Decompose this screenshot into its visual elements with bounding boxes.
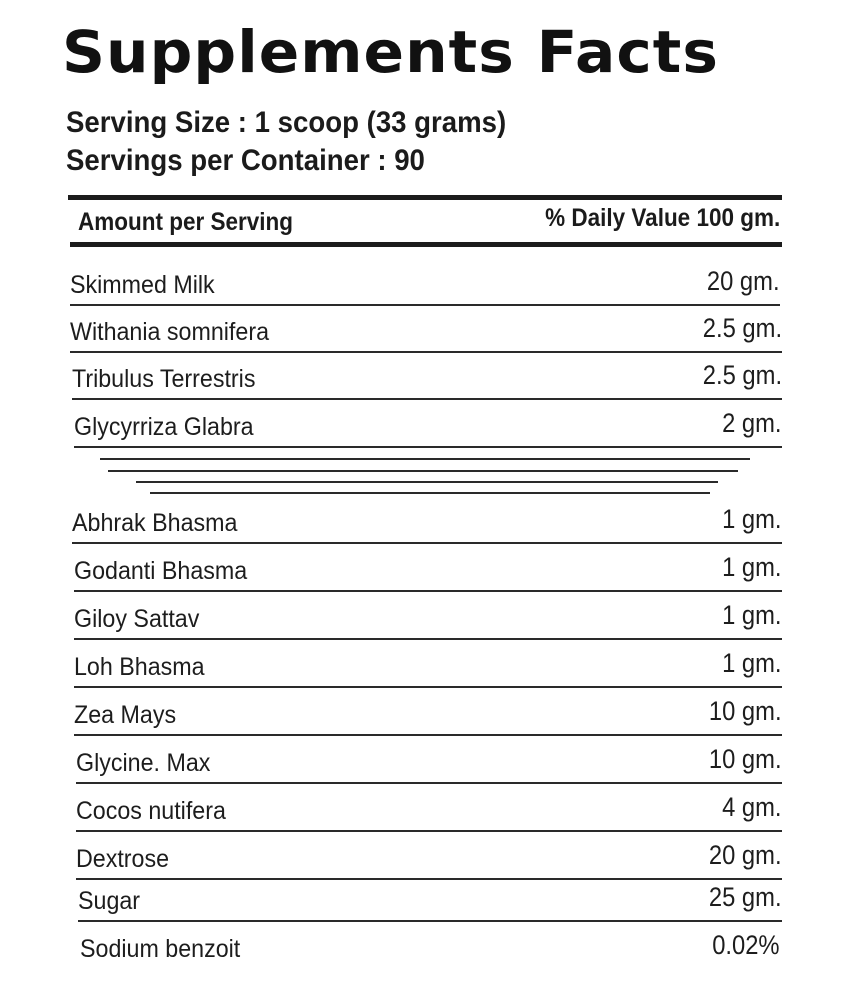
ingredient-name: Loh Bhasma	[74, 653, 205, 681]
ingredient-amount: 1 gm.	[722, 552, 782, 582]
daily-value-header: % Daily Value 100 gm.	[544, 204, 780, 232]
label-title: Supplements Facts	[62, 18, 719, 86]
table-row	[76, 738, 782, 784]
row-divider	[74, 446, 782, 448]
table-row	[76, 834, 782, 880]
ingredient-amount: 20 gm.	[707, 266, 780, 296]
ingredient-name: Skimmed Milk	[70, 271, 215, 299]
row-divider	[72, 542, 782, 544]
row-divider	[70, 351, 782, 353]
servings-per-container: Servings per Container : 90	[66, 144, 425, 177]
ingredient-amount: 1 gm.	[722, 504, 782, 534]
table-row	[78, 876, 782, 922]
ingredient-amount: 2.5 gm.	[702, 313, 782, 343]
table-row	[70, 307, 782, 353]
table-row	[74, 594, 782, 640]
ingredient-name: Sodium benzoit	[80, 935, 241, 963]
row-divider	[76, 830, 782, 832]
separator-line	[150, 492, 710, 494]
row-divider	[74, 590, 782, 592]
row-divider	[70, 304, 780, 306]
ingredient-amount: 20 gm.	[709, 840, 782, 870]
table-row	[74, 546, 782, 592]
ingredient-amount: 2 gm.	[722, 408, 782, 438]
ingredient-name: Cocos nutifera	[76, 797, 226, 825]
ingredient-amount: 25 gm.	[709, 882, 782, 912]
ingredient-name: Glycine. Max	[76, 749, 211, 777]
row-divider	[72, 398, 782, 400]
amount-per-serving-header: Amount per Serving	[78, 208, 294, 236]
separator-line	[108, 470, 738, 472]
ingredient-name: Zea Mays	[74, 701, 177, 729]
table-row	[70, 260, 780, 306]
row-divider	[78, 920, 782, 922]
table-row	[72, 498, 782, 544]
ingredient-amount: 1 gm.	[722, 600, 782, 630]
table-row	[74, 642, 782, 688]
table-row	[80, 924, 780, 970]
table-row	[74, 402, 782, 448]
row-divider	[74, 734, 782, 736]
top-thick-rule	[68, 195, 782, 200]
serving-size: Serving Size : 1 scoop (33 grams)	[66, 106, 507, 139]
separator-line	[100, 458, 750, 460]
ingredient-amount: 10 gm.	[709, 696, 782, 726]
ingredient-amount: 1 gm.	[722, 648, 782, 678]
row-divider	[74, 686, 782, 688]
ingredient-name: Dextrose	[76, 845, 170, 873]
ingredient-name: Abhrak Bhasma	[72, 509, 238, 537]
table-row	[74, 690, 782, 736]
separator-line	[136, 481, 718, 483]
table-row	[76, 786, 782, 832]
ingredient-name: Godanti Bhasma	[74, 557, 248, 585]
ingredient-amount: 4 gm.	[722, 792, 782, 822]
row-divider	[74, 638, 782, 640]
ingredient-amount: 10 gm.	[709, 744, 782, 774]
ingredient-amount: 2.5 gm.	[702, 360, 782, 390]
ingredient-name: Giloy Sattav	[74, 605, 200, 633]
ingredient-name: Sugar	[78, 887, 141, 915]
table-row	[72, 354, 782, 400]
header-thick-rule	[70, 242, 782, 247]
ingredient-name: Glycyrriza Glabra	[74, 413, 254, 441]
table-header	[72, 202, 782, 242]
ingredient-amount: 0.02%	[712, 930, 780, 960]
row-divider	[76, 782, 782, 784]
ingredient-name: Tribulus Terrestris	[72, 365, 256, 393]
ingredient-name: Withania somnifera	[70, 318, 270, 346]
